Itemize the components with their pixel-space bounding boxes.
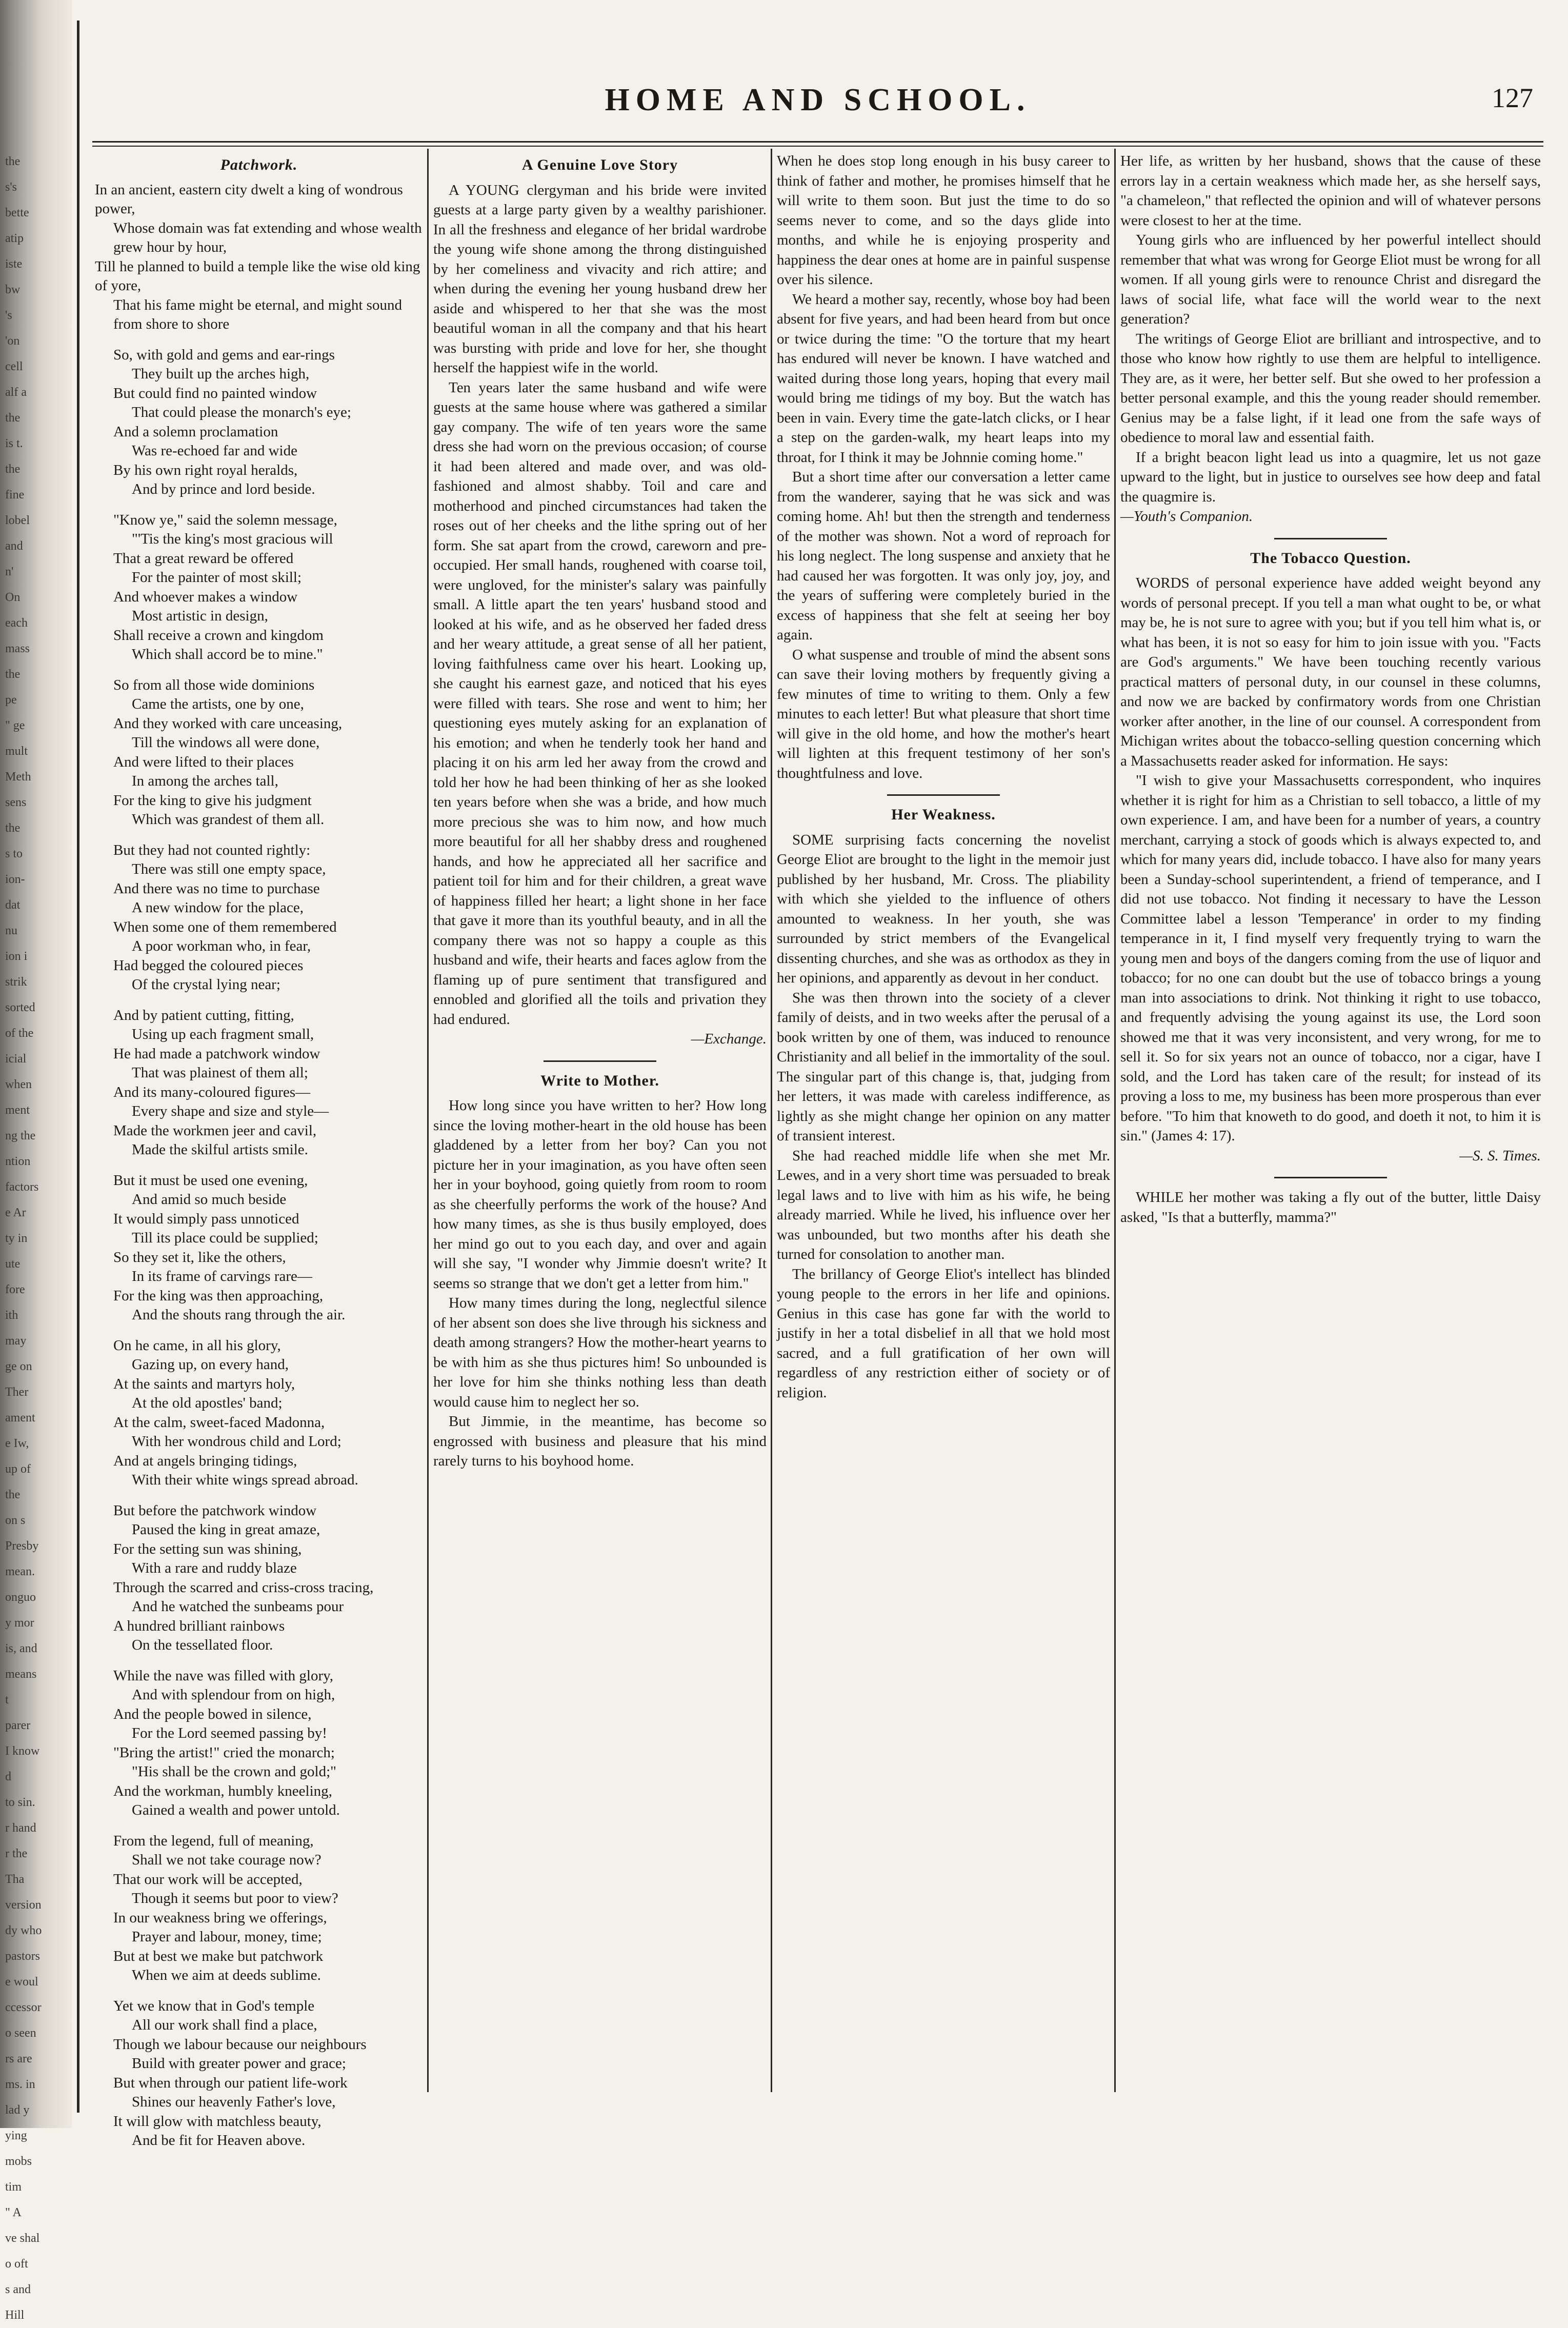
poem-stanza [95,1997,423,2151]
poem-line: In its frame of carvings rare— [132,1268,312,1285]
edge-fragment: sens [5,796,27,809]
edge-fragment: of the [5,1027,34,1040]
column-4 [1120,151,1541,2090]
poem-line: And with splendour from on high, [132,1687,335,1703]
edge-fragment: the [5,463,21,476]
poem-line: A hundred brilliant rainbows [113,1617,285,1634]
edge-fragment: the [5,668,21,681]
poem-line: Till the windows all were done, [132,734,320,751]
poem-line: Made the skilful artists smile. [132,1141,308,1158]
poem-line: But at best we make but patchwork [113,1948,324,1964]
edge-fragment: r the [5,1847,28,1860]
poem-line: In an ancient, eastern city dwelt a king of wondrous power, [95,181,403,217]
poem-stanza [95,346,423,499]
edge-fragment: on s [5,1514,26,1527]
edge-fragment: dy who [5,1924,42,1937]
edge-fragment: y mor [5,1616,34,1630]
edge-fragment: to sin. [5,1796,35,1809]
edge-fragment: e Iw, [5,1437,29,1450]
paragraph: She was then thrown into the society of a clever family of deists, and in two weeks after the perusal of a book written by one of them, was induced to renounce Christianity and all belief in the immortality of the soul. The singular part of this change is, that, judging from her letters, it was made with careless indifference, as lightly as she might change her opinion on any matter of transient interest. [777,989,1110,1144]
poem-line: When we aim at deeds sublime. [132,1967,321,1983]
edge-fragment: ntion [5,1155,31,1168]
poem-line: And whoever makes a window [113,588,298,605]
edge-fragment: pe [5,693,17,707]
article-body [433,1096,767,1471]
edge-fragment: tim [5,2180,22,2194]
edge-fragment: s's [5,180,17,194]
edge-fragment: s and [5,2283,31,2296]
poem-stanza [95,1501,423,1655]
header-rule [92,141,1543,147]
poem-line: For the king was then approaching, [113,1287,324,1304]
edge-fragment: mult [5,745,28,758]
edge-fragment: version [5,1898,42,1912]
edge-fragment: r hand [5,1821,36,1835]
edge-fragment: ge on [5,1360,32,1373]
poem-line: For the Lord seemed passing by! [132,1725,327,1741]
poem-line: Though we labour because our neighbours [113,2036,367,2053]
edge-fragment: ve shal [5,2232,40,2245]
poem-line: Of the crystal lying near; [132,976,280,993]
poem-stanza [95,1336,423,1490]
edge-fragment: the [5,1488,21,1501]
page-header [92,77,1543,128]
poem-line: Made the workmen jeer and cavil, [113,1122,317,1139]
column-2 [433,151,767,2090]
poem-line: "His shall be the crown and gold;" [132,1763,336,1780]
publication-title: HOME AND SCHOOL. [605,83,1031,117]
poem-line: That our work will be accepted, [113,1871,303,1888]
poem-stanza [95,1171,423,1325]
poem-line: Through the scarred and criss-cross tracing, [113,1579,374,1596]
article-title: The Tobacco Question. [1250,549,1411,567]
poem-line: Prayer and labour, money, time; [132,1929,322,1945]
paragraph: The brillancy of George Eliot's intellect has blinded young people to the errors in her life and opinions. Genius in this case has gone far with the world to justify in her a total disbelief in all that we hold most sacred, and a full gratification of her own will regardless of any restriction either of society or of religion. [777,1266,1110,1401]
poem-line: Using up each fragment small, [132,1026,314,1042]
poem-stanza [95,1667,423,1820]
edge-fragment: mobs [5,2155,32,2168]
poem-line: It will glow with matchless beauty, [113,2113,321,2130]
poem-line: And were lifted to their places [113,753,294,770]
poem-stanza [95,511,423,665]
edge-fragment: 'on [5,334,20,348]
poem-stanza [95,180,423,334]
poem-line: With their white wings spread abroad. [132,1472,358,1488]
facing-page-fragments [5,149,67,2328]
edge-fragment: iste [5,257,23,271]
edge-fragment: ament [5,1411,35,1424]
edge-fragment: Tha [5,1873,25,1886]
poem-line: Whose domain was fat extending and whose wealth grew hour by hour, [113,219,422,255]
poem-line: For the painter of most skill; [132,569,302,586]
poem-line: That was plainest of them all; [132,1065,308,1081]
poem-line: Till its place could be supplied; [132,1230,318,1246]
poem-line: "'Tis the king's most gracious will [132,531,333,547]
edge-fragment: e woul [5,1975,38,1989]
edge-fragment: I know [5,1744,40,1758]
edge-fragment: ith [5,1309,18,1322]
poem-line: In among the arches tall, [132,773,278,789]
article-body [1120,1188,1541,1227]
poem-line: Had begged the coloured pieces [113,957,304,974]
poem-line: That his fame might be eternal, and might sound from shore to shore [113,296,402,332]
poem-line: Paused the king in great amaze, [132,1521,320,1538]
article-source: —Youth's Companion. [1120,508,1253,525]
article-body [777,830,1110,1403]
poem-line: But before the patchwork window [113,1502,317,1519]
facing-page-edge [0,0,72,2322]
edge-fragment: " A [5,2206,22,2219]
paragraph: She had reached middle life when she met Mr. Lewes, and in a very short time was persuaded to break legal laws and to live with him as his wife, he being already married. While he lived, his influence over her was unbounded, but two months after his death she turned for consolation to another man. [777,1147,1110,1262]
paragraph: But a short time after our conversation a letter came from the wanderer, saying that he was sick and was coming home. Ah! but then the strength and tenderness of the mother was shown. Not a word of reproach for his long neglect. The long suspense and anxiety that he had caused her was forgotten. It was only joy, joy, and the years of suffering were completely buried in the excess of happiness that she felt at seeing her boy again. [777,469,1110,643]
poem-line: When some one of them remembered [113,918,337,935]
poem-line: On he came, in all his glory, [113,1337,281,1354]
edge-fragment: ying [5,2129,27,2142]
edge-fragment: mass [5,642,30,655]
paragraph: The writings of George Eliot are brilliant and introspective, and to those who know how rightly to use them are helpful to intelligence. They are, as it were, her better self. But she owed to her profession a better personal example, and this the young reader should remember. Genius may be a false light, if it lead one from the safe ways of obedience to moral law and essential faith. [1120,330,1541,446]
poem-stanza [95,841,423,995]
article-body [433,180,767,1030]
poem-line: Shall receive a crown and kingdom [113,627,324,644]
edge-fragment: sorted [5,1001,35,1014]
column-3 [777,151,1110,2090]
edge-fragment: t [5,1693,9,1707]
edge-fragment: e Ar [5,1206,26,1219]
poem-line: From the legend, full of meaning, [113,1832,314,1849]
poem-line: But when through our patient life-work [113,2074,348,2091]
paragraph: SOME surprising facts concerning the novelist George Eliot are brought to the light in the memoir just published by her husband, Mr. Cross. The pliability with which she yielded to the influence of others amounted to weakness. In her youth, she was surrounded by strict members of the Evangelical dissenting churches, and she was as orthodox as they in her opinions, and apparently as devout in her conduct. [777,831,1110,986]
poem-line: At the calm, sweet-faced Madonna, [113,1414,325,1431]
edge-fragment: 's [5,309,12,322]
paragraph: A YOUNG clergyman and his bride were invited guests at a large party given by a wealthy parishioner. In all the freshness and elegance of her bridal wardrobe the young wife shone among the throng distinguished by her comeliness and vivacity and rich attire; and when during the evening her young husband drew her aside and whispered to her that she was the most beautiful woman in all the company and that his heart was bursting with pride and love for her, she thought herself the happiest wife in the world. [433,182,767,376]
article-body-continued [777,151,1110,783]
poem-line: With a rare and ruddy blaze [132,1560,297,1576]
poem-line: And the people bowed in silence, [113,1705,312,1722]
paragraph: WHILE her mother was taking a fly out of the butter, little Daisy asked, "Is that a butterfly, mamma?" [1120,1189,1541,1226]
poem-line: A poor workman who, in fear, [132,938,311,954]
poem-line: And at angels bringing tidings, [113,1452,297,1469]
column-rule [427,149,429,2092]
poem-stanza [95,1832,423,1985]
poem-line: Build with greater power and grace; [132,2055,346,2072]
poem-line: And the shouts rang through the air. [132,1307,346,1323]
paragraph: Young girls who are influenced by her powerful intellect should remember that what was wrong for George Eliot must be wrong for all women. If all young girls were to renounce Christ and disregard the laws of social life, what face will the world wear to the next generation? [1120,232,1541,327]
article-title: Her Weakness. [891,806,996,823]
poem-line: That a great reward be offered [113,550,294,567]
poem-line: A new window for the place, [132,899,304,916]
poem-line: Gazing up, on every hand, [132,1356,289,1373]
edge-fragment: up of [5,1462,31,1476]
edge-fragment: " ge [5,719,25,732]
paragraph: How many times during the long, neglectful silence of her absent son does she live through his sickness and death among strangers? How the mother-heart yearns to be with him as she thus pictures him! So unbounded is her love for him she thinks nothing less than death would cause him to neglect her so. [433,1295,767,1410]
poem-line: Though it seems but poor to view? [132,1890,338,1906]
poem-line: Came the artists, one by one, [132,696,304,712]
column-rule [771,149,772,2092]
poem-stanza [95,1006,423,1160]
edge-fragment: nu [5,924,17,937]
poem-line: And the workman, humbly kneeling, [113,1782,332,1799]
edge-fragment: bw [5,283,21,296]
article-body [1120,573,1541,1146]
poem-title: Patchwork. [220,156,298,173]
edge-fragment: ion i [5,950,28,963]
section-divider [544,1060,656,1062]
edge-fragment: is t. [5,437,23,450]
edge-fragment: ccessor [5,2001,42,2014]
binding-rule [77,21,79,2113]
edge-fragment: ng the [5,1129,36,1142]
poem-line: It would simply pass unnoticed [113,1210,299,1227]
edge-fragment: ment [5,1103,30,1117]
edge-fragment: atip [5,232,24,245]
edge-fragment: and [5,539,23,553]
edge-fragment: d [5,1770,11,1783]
edge-fragment: mean. [5,1565,35,1578]
poem-line: He had made a patchwork window [113,1045,320,1062]
article-body-continued [1120,151,1541,507]
poem-line: Most artistic in design, [132,608,268,624]
edge-fragment: onguo [5,1591,36,1604]
edge-fragment: Meth [5,770,31,784]
edge-fragment: the [5,821,21,835]
edge-fragment: ty in [5,1232,28,1245]
poem-body [95,180,423,2151]
article-title: Write to Mother. [540,1072,659,1089]
poem-line: For the king to give his judgment [113,792,312,809]
poem-line: While the nave was filled with glory, [113,1667,333,1684]
poem-line: So they set it, like the others, [113,1249,286,1266]
poem-line: Gained a wealth and power untold. [132,1802,340,1818]
poem-line: "Bring the artist!" cried the monarch; [113,1744,335,1761]
edge-fragment: strik [5,975,27,989]
edge-fragment: when [5,1078,32,1091]
edge-fragment: means [5,1668,37,1681]
poem-line: "Know ye," said the solemn message, [113,511,337,528]
poem-line: So from all those wide dominions [113,676,315,693]
edge-fragment: On [5,591,21,604]
poem-stanza [95,676,423,830]
edge-fragment: n' [5,565,14,578]
poem-line: And by patient cutting, fitting, [113,1007,294,1023]
poem-line: But they had not counted rightly: [113,841,311,858]
article-source: —S. S. Times. [1459,1147,1541,1164]
edge-fragment: rs are [5,2052,32,2065]
poem-line: Shall we not take courage now? [132,1852,321,1868]
edge-fragment: bette [5,206,29,219]
edge-fragment: factors [5,1180,39,1194]
edge-fragment: dat [5,898,21,912]
poem-line: And be fit for Heaven above. [132,2132,306,2149]
edge-fragment: the [5,411,21,425]
paragraph: How long since you have written to her? How long since the loving mother-heart in the old house has been gladdened by a letter from her boy? Can you not picture her in your imagination, as you have often seen her in your boyhood, going quietly from room to room as she cheerfully performs the work of the house? And how many times, as she is thus busily employed, does her mind go out to you each day, and over and again will she say, "I wonder why Jimmie doesn't write? It seems so strange that we don't get a letter from him." [433,1097,767,1292]
edge-fragment: the [5,155,21,168]
poem-line: At the saints and martyrs holy, [113,1375,295,1392]
poem-line: And a solemn proclamation [113,423,278,440]
column-rule [1114,149,1116,2092]
edge-fragment: fore [5,1283,25,1296]
paragraph: O what suspense and trouble of mind the absent sons can save their loving mothers by frequently giving a few minutes of time to writing to them. Only a few minutes to each letter! But what pleasure that short time will give in the old home, and how the mother's heart will lighten at this frequent testimony of her son's thoughtfulness and love. [777,646,1110,781]
edge-fragment: lobel [5,514,30,527]
poem-line: There was still one empty space, [132,861,326,877]
poem-line: All our work shall find a place, [132,2017,317,2033]
edge-fragment: o oft [5,2257,28,2271]
section-divider [887,794,1000,796]
poem-line: In our weakness bring we offerings, [113,1909,327,1926]
poem-line: So, with gold and gems and ear-rings [113,346,335,363]
edge-fragment: ms. in [5,2078,35,2091]
poem-line: By his own right royal heralds, [113,461,298,478]
edge-fragment: ion- [5,873,25,886]
poem-line: And its many-coloured figures— [113,1083,311,1100]
edge-fragment: s to [5,847,23,860]
poem-line: Shines our heavenly Father's love, [132,2094,336,2110]
poem-line: Till he planned to build a temple like the wise old king of yore, [95,258,420,294]
edge-fragment: fine [5,488,25,501]
paragraph: But Jimmie, in the meantime, has become so engrossed with business and pleasure that his mind rarely turns to his boyhood home. [433,1413,767,1469]
edge-fragment: is, and [5,1642,37,1655]
poem-line: And by prince and lord beside. [132,481,315,497]
edge-fragment: o seen [5,2026,36,2040]
edge-fragment: lad y [5,2103,30,2117]
poem-line: And they worked with care unceasing, [113,715,343,732]
poem-line: But could find no painted window [113,385,317,402]
article-title: A Genuine Love Story [521,156,678,173]
poem-line: They built up the arches high, [132,366,310,382]
column-1 [95,151,423,2149]
poem-line: But it must be used one evening, [113,1172,308,1189]
paragraph: We heard a mother say, recently, whose boy had been absent for five years, and had been heard from but once or twice during the time: "O the torture that my heart has endured will never be known. I have watched and waited during those long years, hoping that every mail would bring me tidings of my boy. But the watch has been in vain. Every time the gate-latch clicks, or I hear a step on the garden-walk, my heart leaps into my throat, for I think it may be Johnnie coming home." [777,291,1110,466]
edge-fragment: may [5,1334,27,1348]
edge-fragment: each [5,616,28,630]
poem-line: For the setting sun was shining, [113,1540,302,1557]
poem-line: That could please the monarch's eye; [132,404,351,420]
paragraph: "I wish to give your Massachusetts correspondent, who inquires whether it is right for him as a Christian to sell tobacco, a little of my own experience. I am, and have been for a number of years, a country merchant, carrying a stock of goods which is always expected to, and which for many years did, include tobacco. I have also for many years been a Sunday-school superintendent, a friend of temperance, and I did not use tobacco. Not finding it necessary to have the Lesson Committee label a lesson 'Temperance' in order to my finding temperance in it, I find myself very frequently trying to warn the young men and boys of the dangers coming from the use of liquor and tobacco; for no one can doubt but the use of tobacco brings a young man into associations to drink. Not thinking it right to use tobacco, and frequently advising the young against its use, the Lord soon showed me that it was very inconsistent, and very wrong, for me to sell it. So for six years not an ounce of tobacco, nor a cigar, have I sold, and the Lord has taken care of the result; for instead of its proving a loss to me, my business has been more prosperous than ever before. "To him that knoweth to do good, and doeth it not, to him it is sin." (James 4: 17). [1120,772,1541,1144]
page-number: 127 [1492,83,1533,113]
edge-fragment: icial [5,1052,27,1066]
poem-line: With her wondrous child and Lord; [132,1433,341,1450]
poem-line: On the tessellated floor. [132,1637,273,1653]
poem-line: Yet we know that in God's temple [113,1997,315,2014]
edge-fragment: Presby [5,1539,39,1553]
poem-line: Which shall accord be to mine." [132,646,323,663]
edge-fragment: alf a [5,386,27,399]
edge-fragment: Hill [5,2309,25,2322]
edge-fragment: cell [5,360,23,373]
paragraph: If a bright beacon light lead us into a quagmire, let us not gaze upward to the light, but in justice to ourselves see how deep and fatal the quagmire is. [1120,449,1541,505]
section-divider [1274,1177,1387,1178]
edge-fragment: parer [5,1719,31,1732]
article-source: —Exchange. [691,1031,767,1047]
edge-fragment: pastors [5,1950,40,1963]
poem-line: Was re-echoed far and wide [132,443,297,459]
poem-line: And there was no time to purchase [113,880,320,897]
paragraph: WORDS of personal experience have added weight beyond any words of personal precept. If you tell a man what ought to be, or what may be, he is not sure to agree with you; but if you tell him what is, or what has been, it is not so easy for him to join issue with you. "Facts are God's arguments." We have been touching recently various practical matters of personal duty, in our counsel in these columns, and now we are backed by confirmatory words from one Christian worker after another, in the line of our counsel. A correspondent from Michigan writes about the tobacco-selling question concerning which a Massachusetts reader asked for information. He says: [1120,575,1541,769]
poem-line: Which was grandest of them all. [132,811,325,828]
edge-fragment: Ther [5,1386,29,1399]
poem-line: And he watched the sunbeams pour [132,1598,344,1615]
paragraph: When he does stop long enough in his busy career to think of father and mother, he promises himself that he will write to them soon. But just the time to do so seems never to come, and so the days glide into months, and while he is enjoying prosperity and happiness the dear ones at home are in painful suspense over his silence. [777,153,1110,288]
paragraph: Ten years later the same husband and wife were guests at the same house where was gathered a similar gay company. The wife of ten years wore the same dress she had worn on the previous occasion; of course it had been altered and made over, and was old-fashioned and almost shabby. Toil and care and motherhood and pinched circumstances had taken the roses out of her cheeks and the lithe spring out of her form. She sat apart from the crowd, careworn and pre-occupied. Her small hands, roughened with coarse toil, were ungloved, for the minister's salary was painfully small. A little apart the ten years' husband stood and looked at his wife, and as he observed her faded dress and her weary attitude, a great sense of all her patient, loving faithfulness came over his heart. Looking up, she caught his earnest gaze, and noticed that his eyes were filled with tears. She rose and went to him; her questioning eyes mutely asking for an explanation of his emotion; and when he tenderly took her hand and placing it on his arm led her away from the crowd and told her how he had been thinking of her as she looked ten years before when she was a bride, and how much more precious she was to him now, and how much more beautiful for all her shabby dress and roughened hands, and how he appreciated all her sacrifice and patient toil for him and for their children, a great wave of happiness filled her heart; a light shone in her face that gave it more than its youthful beauty, and in all the company there was not so happy a couple as this husband and wife, their hearts and faces aglow from the flaming up of pure sentiment that transfigured and ennobled and glorified all the toils and privation they had endured. [433,379,767,1028]
edge-fragment: ute [5,1257,21,1271]
section-divider [1274,538,1387,539]
paragraph: Her life, as written by her husband, shows that the cause of these errors lay in a certain weakness which made her, as she herself says, "a chameleon," that reflected the opinion and will of whatever persons were closest to her at the time. [1120,153,1541,229]
poem-line: And amid so much beside [132,1191,287,1208]
poem-line: At the old apostles' band; [132,1395,283,1411]
poem-line: Every shape and size and style— [132,1103,329,1119]
